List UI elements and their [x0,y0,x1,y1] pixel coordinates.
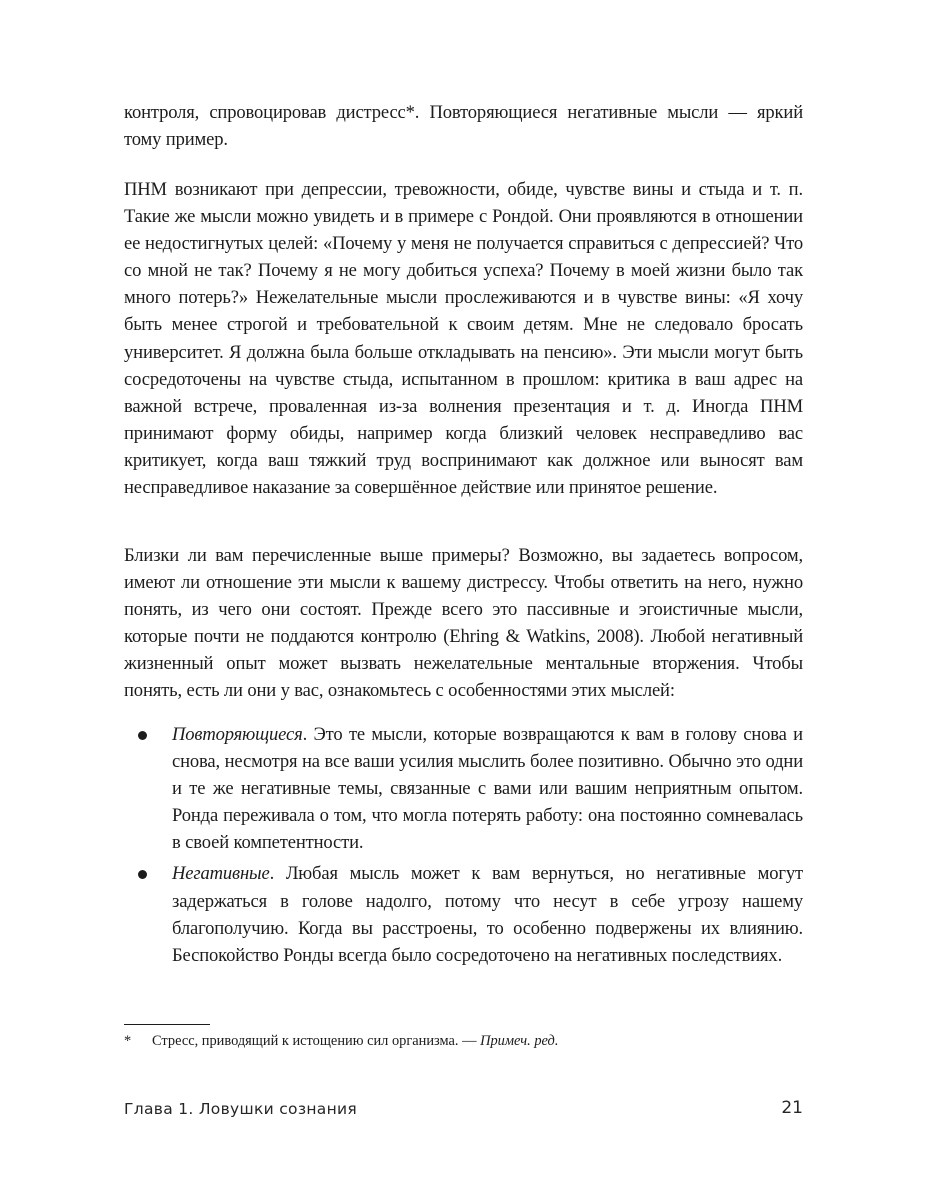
list-item-term: Негативные [172,863,270,885]
bullet-dot-icon [138,870,147,879]
list-item-negative [124,860,803,968]
list-item-repetitive [124,721,803,856]
footnote-text: Стресс, приводящий к истощению сил организма. — [152,1033,481,1049]
paragraph-questions: Близки ли вам перечисленные выше примеры? Возможно, вы задаетесь вопросом, имеют ли отношение эти мысли к вашему дистрессу. Чтобы ответить на него, нужно понять, из чего они состоят. Прежде всего это пассивные и эгоистичные мысли, которые почти не поддаются контролю (Ehring & Watkins, 2008). Любой негативный жизненный опыт может вызвать нежелательные ментальные вторжения. Чтобы понять, есть ли они у вас, ознакомьтесь с особенностями этих мыслей: [124,545,803,702]
page-number: 21 [781,1098,803,1118]
running-footer-chapter: Глава 1. Ловушки сознания [124,1100,358,1118]
footnote [124,1031,803,1051]
list-item-text: . Любая мысль может к вам вернуться, но негативные могут задержаться в голове надолго, потому что несут в себе угрозу нашему благополучию. Когда вы расстроены, то особенно подвержены их влиянию. Беспокойство Ронды всегда было сосредоточено на негативных последствиях. [172,863,803,966]
footnote-divider [124,1024,210,1025]
footnote-editor-note: Примеч. ред. [480,1033,559,1049]
footnote-mark: * [124,1033,132,1049]
list-item-text: . Это те мысли, которые возвращаются к вам в голову снова и снова, несмотря на все ваши усилия мыслить более позитивно. Обычно это одни и те же негативные темы, связанные с вами или вашим неприятным опытом. Ронда переживала о том, что могла потерять работу: она постоянно сомневалась в своей компетентности. [172,724,803,854]
paragraph-continuation: контроля, спровоцировав дистресс*. Повторяющиеся негативные мысли — яркий тому пример. [124,102,803,151]
list-item-term: Повторяющиеся [172,724,303,745]
features-list [124,721,803,973]
bullet-dot-icon [138,731,147,740]
paragraph-pnm-examples: ПНМ возникают при депрессии, тревожности, обиде, чувстве вины и стыда и т. п. Такие же мысли можно увидеть и в примере с Рондой. Они проявляются в отношении ее недостигнутых целей: «Почему у меня не получается справиться с депрессией? Что со мной не так? Почему я не могу добиться успеха? Почему в моей жизни было так много потерь?» Нежелательные мысли прослеживаются и в чувстве вины: «Я хочу быть менее строгой и требовательной к своим детям. Мне не следовало бросать университет. Я должна была больше откладывать на пенсию». Эти мысли могут быть сосредоточены на чувстве стыда, испытанном в прошлом: критика в ваш адрес на важной встрече, проваленная из-за волнения презентация и т. д. Иногда ПНМ принимают форму обиды, например когда близкий человек несправедливо вас критикует, когда ваш тяжкий труд воспринимают как должное или выносят вам несправедливое наказание за совершённое действие или принятое решение. [124,179,803,499]
